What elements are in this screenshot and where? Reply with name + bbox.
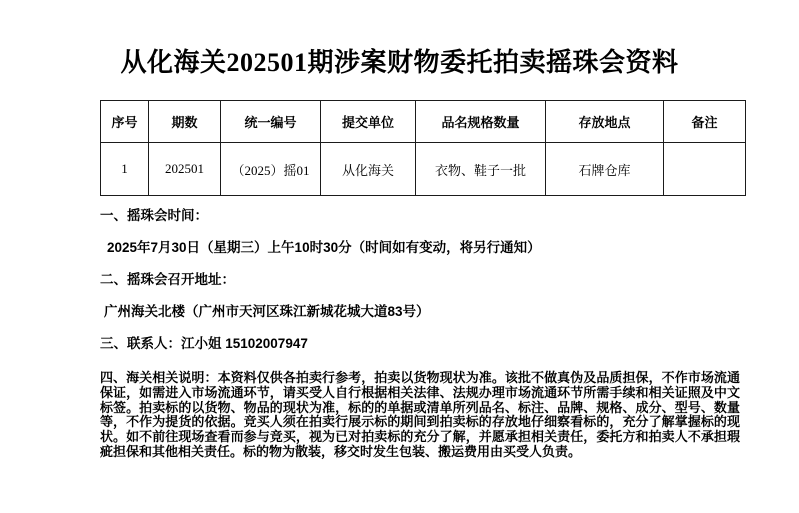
table-row: [101, 143, 746, 196]
cell-submitting-unit: 从化海关: [321, 143, 416, 196]
cell-remarks: [664, 143, 746, 196]
notes-heading: 四、海关相关说明：: [100, 370, 218, 385]
col-header-submitting-unit: 提交单位: [321, 101, 416, 143]
cell-index: 1: [101, 143, 149, 196]
cell-unified-number: （2025）摇01: [221, 143, 321, 196]
table-header-row: [101, 101, 746, 143]
col-header-unified-number: 统一编号: [221, 101, 321, 143]
section-time-heading: 一、摇珠会时间：: [100, 208, 208, 223]
cell-period: 202501: [149, 143, 221, 196]
col-header-goods-spec-quantity: 品名规格数量: [416, 101, 546, 143]
section-notes-paragraph: [100, 371, 740, 460]
col-header-period: 期数: [149, 101, 221, 143]
cell-goods-spec-quantity: 衣物、鞋子一批: [416, 143, 546, 196]
section-venue-body: 广州海关北楼（广州市天河区珠江新城花城大道83号）: [104, 304, 430, 319]
section-time-body: 2025年7月30日（星期三）上午10时30分（时间如有变动，将另行通知）: [107, 240, 541, 255]
section-contact-line: 三、联系人：江小姐 15102007947: [100, 336, 308, 351]
section-venue-heading: 二、摇珠会召开地址：: [100, 272, 235, 287]
page-title: 从化海关202501期涉案财物委托拍卖摇珠会资料: [120, 48, 679, 77]
cell-storage-location: 石牌仓库: [546, 143, 664, 196]
col-header-remarks: 备注: [664, 101, 746, 143]
auction-lot-table: [100, 100, 746, 196]
notes-body: 本资料仅供各拍卖行参考，拍卖以货物现状为准。该批不做真伪及品质担保，不作市场流通保证，如需进入市场流通环节，请买受人自行根据相关法律、法规办理市场流通环节所需手续和相关证照及中文标签。拍卖标的以货物、物品的现状为准，标的的单据或清单所列品名、标注、品牌、规格、成分、型号、数量等，不作为提货的依据。竞买人须在拍卖行展示标的期间到拍卖标的存放地仔细察看标的，充分了解掌握标的现状。如不前往现场查看而参与竞买，视为已对拍卖标的充分了解，并愿承担相关责任，委托方和拍卖人不承担瑕疵担保和其他相关责任。标的物为散装，移交时发生包装、搬运费用由买受人负责。: [100, 370, 740, 459]
col-header-storage-location: 存放地点: [546, 101, 664, 143]
col-header-index: 序号: [101, 101, 149, 143]
